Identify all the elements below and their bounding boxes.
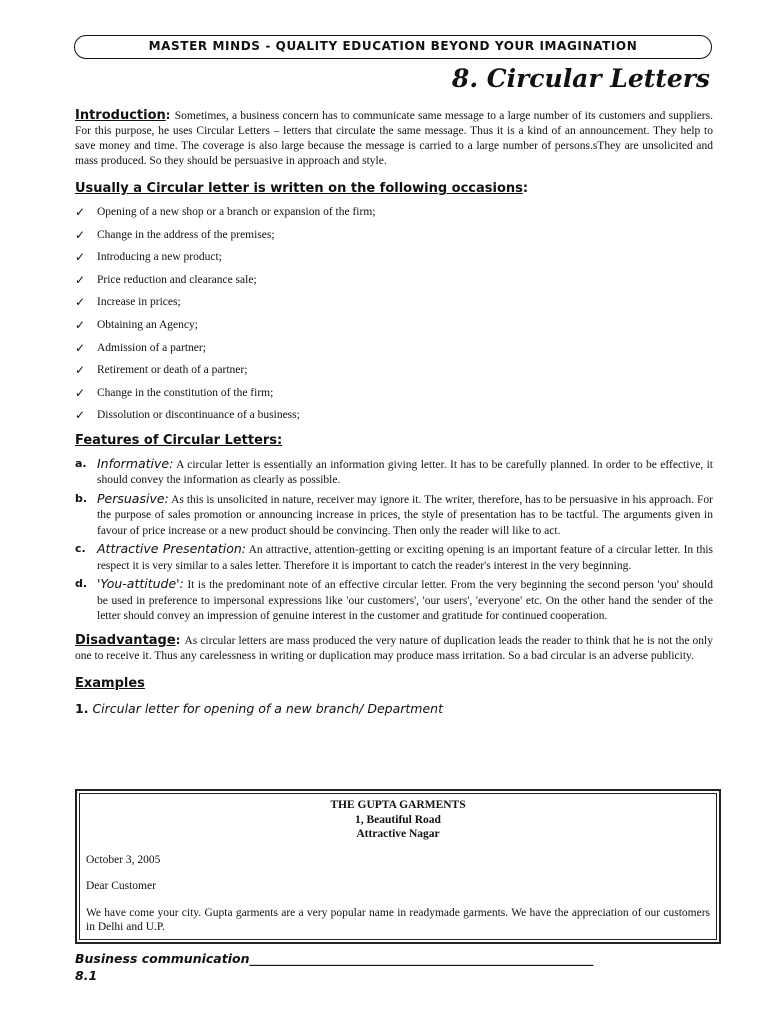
checkmark-icon: ✓: [75, 317, 86, 332]
checkmark-icon: ✓: [75, 340, 86, 355]
feature-letter: c.: [75, 542, 86, 556]
footer-subject: Business communication_______________________________________________________: [75, 951, 594, 966]
feature-term: Persuasive:: [97, 490, 169, 506]
letter-body: We have come your city. Gupta garments are a very popular name in readymade garments. We have the appreciation of our customers in Delhi and U.P.: [86, 906, 710, 933]
feature-letter: b.: [75, 491, 88, 505]
sample-letter-box: [75, 789, 721, 944]
feature-term: 'You-attitude':: [97, 576, 184, 592]
page-footer: [75, 950, 593, 984]
checkmark-icon: ✓: [75, 227, 86, 242]
list-item: ✓ Obtaining an Agency;: [75, 317, 713, 340]
feature-text: As this is unsolicited in nature, receiver may ignore it. The writer, therefore, has to be persuasive in his approach. For the purpose of sales promotion or announcing increase in prices, the style of presentation has to be tactful. The arguments given in favour of price increase or a new product should be convincing. Then only the reader will like to act.: [97, 493, 713, 537]
list-item: ✓ Increase in prices;: [75, 294, 713, 317]
list-item: ✓ Change in the constitution of the firm;: [75, 385, 713, 408]
list-item: ✓ Admission of a partner;: [75, 340, 713, 363]
checkmark-icon: ✓: [75, 272, 86, 287]
main-content: [75, 108, 713, 716]
disadvantage-paragraph: Disadvantage: As circular letters are mass produced the very nature of duplication leads the reader to think that he is not the only one to receive it. Thus any carelessness in writing or duplication may produce mass irritation. So a bad circular is an adverse publicity.: [75, 632, 714, 662]
checkmark-icon: ✓: [75, 205, 86, 219]
page-number: 8.1: [75, 968, 98, 983]
list-item: ✓ Price reduction and clearance sale;: [75, 272, 713, 295]
header-banner: MASTER MINDS - QUALITY EDUCATION BEYOND YOUR IMAGINATION: [74, 35, 712, 59]
features-list: [75, 456, 713, 625]
letter-date: October 3, 2005: [86, 853, 161, 866]
disadvantage-text: As circular letters are mass produced the very nature of duplication leads the reader to think that he is not the only one to receive it. Thus any carelessness in writing or duplication may produce mass irritation. So a bad circular is an adverse publicity.: [75, 634, 714, 662]
checkmark-icon: ✓: [75, 408, 86, 423]
sample-letter: [79, 793, 717, 940]
list-item: ✓ Retirement or death of a partner;: [75, 362, 713, 385]
feature-term: Informative:: [97, 455, 174, 471]
checkmark-icon: ✓: [75, 385, 86, 400]
letter-salutation: Dear Customer: [86, 879, 156, 892]
introduction-label: Introduction: [75, 108, 166, 123]
examples-heading: Examples: [75, 675, 145, 691]
letter-address-line-1: 1, Beautiful Road: [355, 813, 441, 826]
feature-item: [75, 541, 713, 574]
feature-term: Attractive Presentation:: [97, 541, 246, 557]
occasions-list: [75, 204, 713, 430]
feature-text: A circular letter is essentially an information giving letter. It has to be carefully planned. In order to be effective, it should convey the information as clearly as possible.: [97, 458, 714, 487]
checkmark-icon: ✓: [75, 363, 86, 378]
checkmark-icon: ✓: [75, 250, 86, 265]
chapter-title: 8. Circular Letters: [451, 64, 710, 93]
disadvantage-label: Disadvantage: [75, 632, 176, 648]
introduction-text: Sometimes, a business concern has to communicate same message to a large number of its customers and suppliers. For this purpose, he uses Circular Letters – letters that circulate the same message. Thus it is a kind of an announcement. They help to save money and time. The coverage is also large because the message is carried to a large number of persons.sThey are unsolicited and mass produced. So they should be persuasive in approach and style.: [75, 110, 713, 167]
feature-item: [75, 576, 713, 625]
introduction-paragraph: Introduction: Sometimes, a business concern has to communicate same message to a large number of its customers and suppliers. For this purpose, he uses Circular Letters – letters that circulate the same message. Thus it is a kind of an announcement. They help to save money and time. The coverage is also large because the message is carried to a large number of persons.sThey are unsolicited and mass produced. So they should be persuasive in approach and style.: [75, 108, 713, 167]
feature-item: [75, 491, 713, 540]
list-item: ✓ Opening of a new shop or a branch or expansion of the firm;: [75, 204, 713, 227]
checkmark-icon: ✓: [75, 295, 86, 310]
list-item: ✓ Change in the address of the premises;: [75, 227, 713, 250]
feature-text: It is the predominant note of an effective circular letter. From the very beginning the second person 'you' should be used in preference to impersonal expressions like 'our customers', 'our users', 'everyone' etc. On the other hand the sender of the letter should convey an impression of genuine interest in the customer and gratitude for continued cooperation.: [97, 579, 713, 623]
occasions-heading: Usually a Circular letter is written on the following occasions:: [75, 181, 529, 196]
feature-text: An attractive, attention-getting or exciting opening is an important feature of a circular letter. In this respect it is very similar to a sales letter. Therefore it is important to catch the reader's interest in the very beginning.: [97, 544, 713, 572]
feature-item: [75, 456, 713, 489]
feature-letter: a.: [75, 456, 87, 470]
list-item: ✓ Dissolution or discontinuance of a business;: [75, 407, 713, 430]
features-heading: Features of Circular Letters:: [75, 432, 283, 448]
letter-company-name: THE GUPTA GARMENTS: [330, 799, 466, 811]
feature-letter: d.: [75, 577, 88, 591]
example-subheading: 1. Circular letter for opening of a new branch/ Department: [75, 700, 443, 716]
list-item: ✓ Introducing a new product;: [75, 249, 713, 272]
letter-address-line-2: Attractive Nagar: [356, 828, 440, 840]
